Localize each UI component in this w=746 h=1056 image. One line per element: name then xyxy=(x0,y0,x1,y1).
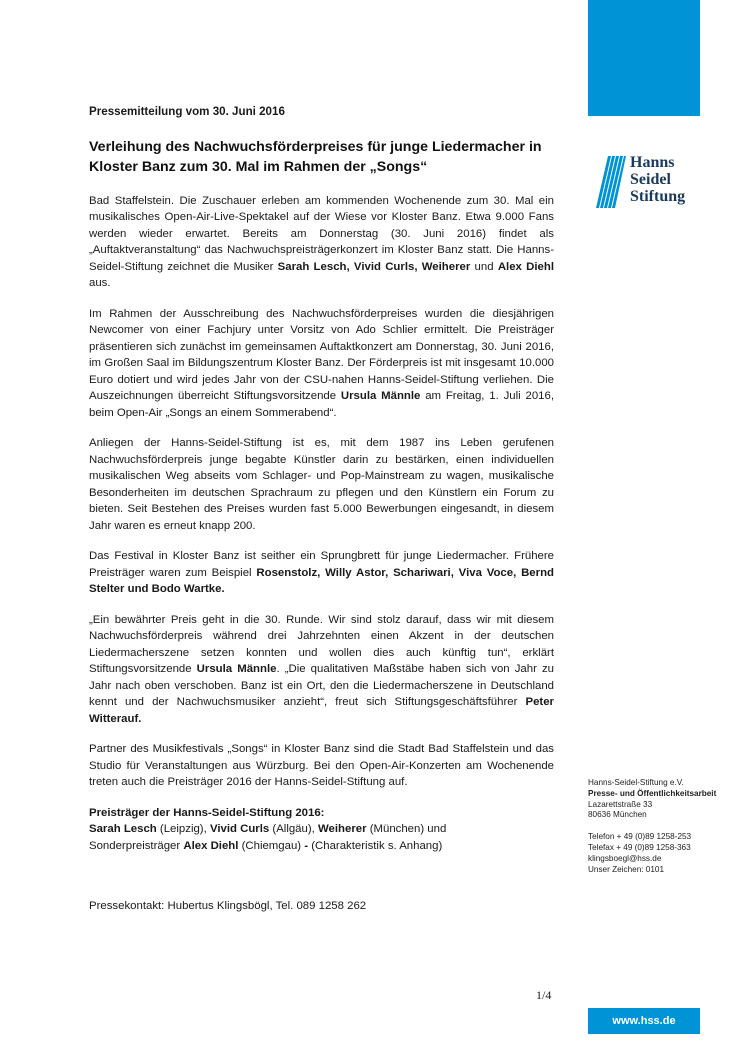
text-run: „Ein bewährter Preis geht in die 30. Runde. Wir sind stolz darauf, dass wir mit diesem Nachwuchsförderpreis während drei Jahrzehnten einen Akzent in der deutschen Liedermacherszene setzen konnten und wollen dies auch künftig tun“, erklärt Stiftungsvorsitzende xyxy=(89,613,554,675)
release-date: Pressemitteilung vom 30. Juni 2016 xyxy=(89,105,285,118)
paragraph xyxy=(89,612,554,728)
paragraph xyxy=(89,435,554,534)
winners-title: Preisträger der Hanns-Seidel-Stiftung 2016: xyxy=(89,806,325,819)
bold-text-run: Peter Witterauf. xyxy=(89,696,554,725)
text-run: Im Rahmen der Ausschreibung des Nachwuchsförderpreises wurden die diesjährigen Newcomer von einer Fachjury unter Vorsitz von Ado Schlier ermittelt. Die Preisträger präsentieren sich zunächst im gemeinsamen Auftaktkonzert am Donnerstag, 30. Juni 2016, im Großen Saal im Bildungszentrum Kloster Banz. Der Förderpreis ist mit insgesamt 10.000 Euro dotiert und wird jedes Jahr von der CSU-nahen Hanns-Seidel-Stiftung verliehen. Die Auszeichnungen überreicht Stiftungsvorsitzende xyxy=(89,307,554,402)
press-release-body xyxy=(89,104,554,915)
text-run: (Charakteristik s. Anhang) xyxy=(308,839,443,852)
paragraph xyxy=(89,306,554,422)
bold-text-run: - xyxy=(304,839,309,852)
logo-wordmark xyxy=(630,154,685,205)
bold-text-run: Sarah Lesch xyxy=(89,823,157,835)
headline xyxy=(89,137,554,177)
org-name: Hanns-Seidel-Stiftung e.V. xyxy=(588,778,684,787)
bold-text-run: Vivid Curls xyxy=(209,823,270,835)
text-run: am Freitag, 1. Juli 2016, beim Open-Air „Songs an einem Sommerabend“. xyxy=(89,390,555,419)
text-run: (Allgäu), xyxy=(269,823,318,835)
headline-line-2: Kloster Banz zum 30. Mal im Rahmen der „Songs“ xyxy=(89,158,428,175)
bold-text-run: Rosenstolz, Willy Astor, Schariwari, Viva Voce, Bernd Stelter und Bodo Wartke. xyxy=(89,566,554,595)
sender-info xyxy=(588,778,738,875)
bold-text-run: Ursula Männle xyxy=(340,390,421,402)
paragraph xyxy=(89,548,554,598)
logo-line-3: Stiftung xyxy=(630,188,686,205)
winners-block xyxy=(89,805,554,855)
text-run: Partner des Musikfestivals „Songs“ in Kloster Banz sind die Stadt Bad Staffelstein und das Studio für Veranstaltungen aus Würzburg. Bei den Open-Air-Konzerten am Wochenende treten auch die Preisträger 2016 der Hanns-Seidel-Stiftung auf. xyxy=(89,743,554,788)
bold-text-run: Sarah Lesch, xyxy=(277,260,350,273)
bold-text-run: Ursula Männle xyxy=(196,663,277,675)
press-contact: Pressekontakt: Hubertus Klingsbögl, Tel. 089 1258 262 xyxy=(89,900,367,912)
logo-stripes-icon xyxy=(596,154,626,210)
phone: Telefon + 49 (0)89 1258-253 xyxy=(588,832,692,842)
bold-text-run: Weiherer xyxy=(317,823,367,835)
text-run: Anliegen der Hanns-Seidel-Stiftung ist es, mit dem 1987 ins Leben gerufenen Nachwuchsförderpreis junge begabte Künstler darin zu bestärken, einen individuellen musikalischen Weg abseits vom Schlager- und Pop-Mainstream zu wagen, musikalische Besonderheiten im deutschen Sprachraum zu pflegen und den Künstlern ein Forum zu bieten. Seit Bestehen des Preises wurden fast 5.000 Bewerbungen eingesandt, in diesem Jahr waren es erneut knapp 200. xyxy=(89,437,554,532)
text-run: und xyxy=(470,260,498,273)
text-run: Sonderpreisträger xyxy=(89,839,184,852)
text-run: (Chiemgau) xyxy=(238,839,305,852)
text-run: Bad Staffelstein. Die Zuschauer erleben am kommenden Wochenende zum 30. Mal ein musikalisches Open-Air-Live-Spektakel auf der Wiese vor Kloster Banz. Etwa 9.000 Fans werden wieder erwartet. Bereits am Donnerstag (30. Juni 2016) findet als „Auftaktveranstaltung“ das Nachwuchspreisträgerkonzert im Kloster Banz statt. Die Hanns-Seidel-Stiftung zeichnet die Musiker xyxy=(89,194,554,273)
fax: Telefax + 49 (0)89 1258-363 xyxy=(588,842,691,852)
text-run: Das Festival in Kloster Banz ist seither ein Sprungbrett für junge Liedermacher. Frühere Preisträger waren zum Beispiel xyxy=(89,550,554,579)
city: 80636 München xyxy=(588,810,647,820)
bold-text-run: Vivid Curls, Weiherer xyxy=(353,260,471,273)
text-run: aus. xyxy=(89,277,111,289)
logo-line-2: Seidel xyxy=(630,171,671,188)
winners-line-1 xyxy=(89,823,446,835)
reference: Unser Zeichen: 0101 xyxy=(588,864,665,874)
website-link[interactable]: www.hss.de xyxy=(588,1008,700,1034)
text-run: (Leipzig), xyxy=(156,823,210,835)
text-run: (München) und xyxy=(366,823,447,835)
paragraph xyxy=(89,741,554,791)
paragraph xyxy=(89,193,554,292)
street: Lazarettstraße 33 xyxy=(588,799,653,809)
department xyxy=(588,789,738,800)
headline-line-1: Verleihung des Nachwuchsförderpreises für junge Liedermacher in xyxy=(89,138,542,155)
bold-text-run: Alex Diehl xyxy=(183,839,239,852)
page-number: 1/4 xyxy=(536,988,552,1002)
brand-color-block xyxy=(588,0,700,116)
spacer xyxy=(588,821,738,832)
email: klingsboegl@hss.de xyxy=(588,853,662,863)
winners-line-2 xyxy=(89,840,442,852)
logo-line-1: Hanns xyxy=(630,154,675,171)
bold-text-run: Alex Diehl xyxy=(497,260,554,273)
department-label: Presse- und Öffentlichkeitsarbeit xyxy=(588,788,717,798)
text-run: . „Die qualitativen Maßstäbe haben sich von Jahr zu Jahr nach oben verschoben. Banz ist ein Ort, den die Liedermacherszene in Deutschland kennt und der Nachwuchsmusiker anzieht“, freut sich Stiftungsgeschäftsführer xyxy=(89,663,554,708)
hss-logo xyxy=(596,154,706,210)
